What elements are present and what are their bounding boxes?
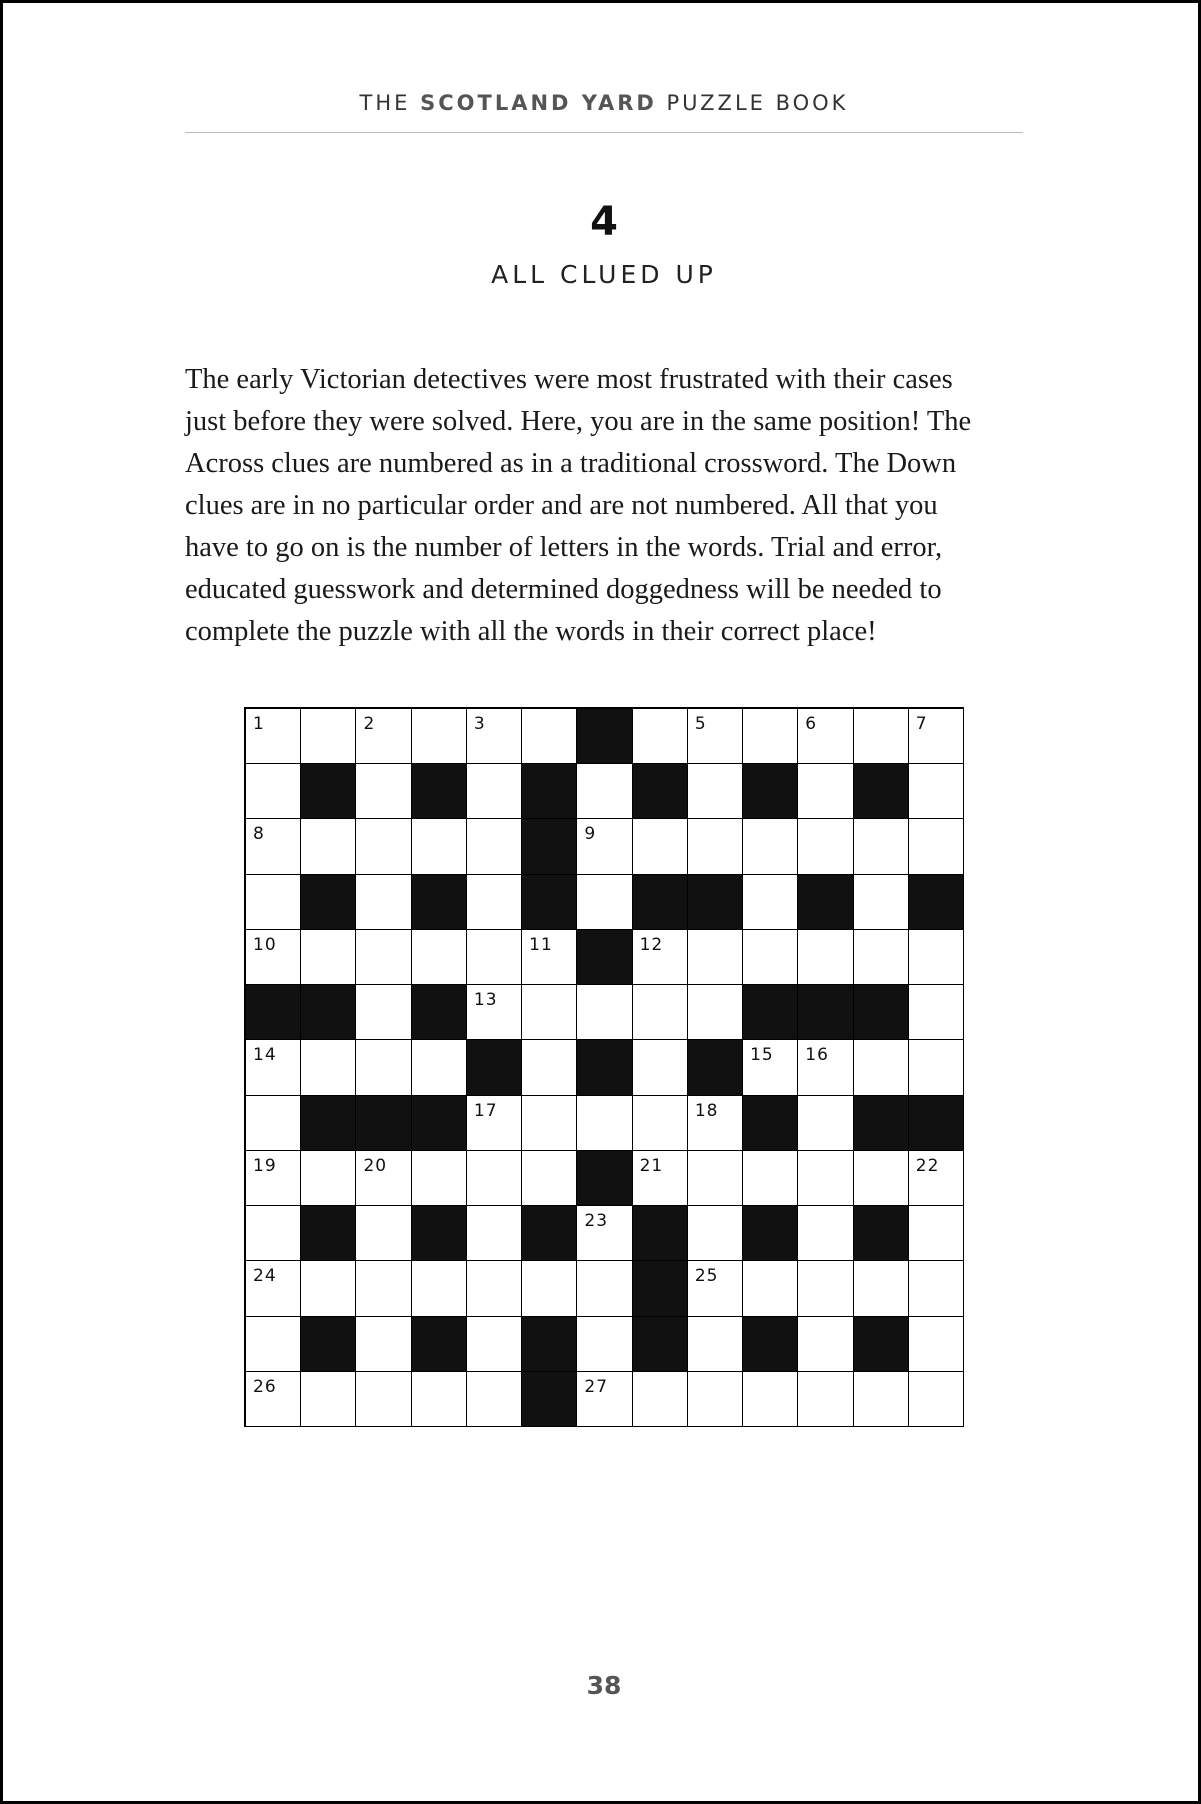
grid-cell[interactable] bbox=[798, 930, 853, 985]
grid-cell[interactable] bbox=[854, 1261, 909, 1316]
grid-block bbox=[522, 1372, 577, 1427]
intro-line: educated guesswork and determined doggedness will be needed to bbox=[185, 574, 942, 605]
grid-block bbox=[412, 985, 467, 1040]
grid-block bbox=[633, 764, 688, 819]
grid-cell[interactable] bbox=[909, 1040, 964, 1095]
clue-number: 27 bbox=[584, 1376, 609, 1397]
grid-cell[interactable] bbox=[467, 1261, 522, 1316]
grid-cell[interactable] bbox=[743, 819, 798, 874]
grid-cell[interactable] bbox=[633, 819, 688, 874]
grid-block bbox=[467, 1040, 522, 1095]
grid-block bbox=[577, 709, 632, 764]
grid-block bbox=[633, 1206, 688, 1261]
clue-number: 20 bbox=[363, 1155, 388, 1176]
grid-cell[interactable] bbox=[356, 1040, 411, 1095]
grid-cell[interactable] bbox=[633, 1040, 688, 1095]
grid-cell[interactable] bbox=[246, 709, 301, 764]
clue-number: 10 bbox=[253, 934, 277, 955]
grid-cell[interactable] bbox=[301, 930, 356, 985]
grid-cell[interactable] bbox=[356, 930, 411, 985]
grid-cell[interactable] bbox=[522, 985, 577, 1040]
grid-cell[interactable] bbox=[412, 930, 467, 985]
puzzle-title: ALL CLUED UP bbox=[491, 260, 717, 289]
grid-cell[interactable] bbox=[854, 709, 909, 764]
grid-cell[interactable] bbox=[356, 1372, 411, 1427]
grid-cell[interactable] bbox=[467, 985, 522, 1040]
grid-block bbox=[633, 1261, 688, 1316]
grid-cell[interactable] bbox=[412, 1040, 467, 1095]
grid-cell[interactable] bbox=[356, 985, 411, 1040]
grid-cell[interactable] bbox=[246, 1317, 301, 1372]
grid-cell[interactable] bbox=[522, 1040, 577, 1095]
clue-number: 5 bbox=[694, 714, 707, 734]
grid-block bbox=[522, 1206, 577, 1261]
running-head-post: PUZZLE BOOK bbox=[656, 91, 849, 115]
grid-cell[interactable] bbox=[743, 709, 798, 764]
grid-cell[interactable] bbox=[798, 1317, 853, 1372]
grid-block bbox=[301, 875, 356, 930]
page-number: 38 bbox=[586, 1671, 622, 1700]
grid-block bbox=[301, 1317, 356, 1372]
grid-cell[interactable] bbox=[356, 819, 411, 874]
grid-block bbox=[798, 875, 853, 930]
intro-line: Across clues are numbered as in a traditional crossword. The Down bbox=[185, 448, 957, 479]
grid-block bbox=[301, 1206, 356, 1261]
grid-cell[interactable] bbox=[798, 1040, 853, 1095]
running-head-pre: THE bbox=[359, 91, 421, 115]
crossword-grid bbox=[244, 707, 964, 1427]
grid-cell[interactable] bbox=[467, 1096, 522, 1151]
intro-line: clues are in no particular order and are not numbered. All that you bbox=[185, 490, 938, 521]
grid-block bbox=[854, 1317, 909, 1372]
grid-cell[interactable] bbox=[577, 875, 632, 930]
grid-cell[interactable] bbox=[412, 1151, 467, 1206]
clue-number: 7 bbox=[915, 714, 928, 734]
grid-cell[interactable] bbox=[854, 1372, 909, 1427]
grid-cell[interactable] bbox=[909, 1372, 964, 1427]
grid-cell[interactable] bbox=[246, 1096, 301, 1151]
grid-cell[interactable] bbox=[301, 1261, 356, 1316]
grid-cell[interactable] bbox=[798, 819, 853, 874]
grid-cell[interactable] bbox=[909, 764, 964, 819]
grid-cell[interactable] bbox=[356, 1206, 411, 1261]
grid-cell[interactable] bbox=[688, 1372, 743, 1427]
clue-number: 19 bbox=[253, 1155, 277, 1176]
grid-cell[interactable] bbox=[301, 1040, 356, 1095]
grid-cell[interactable] bbox=[854, 819, 909, 874]
grid-cell[interactable] bbox=[743, 875, 798, 930]
grid-cell[interactable] bbox=[688, 1317, 743, 1372]
grid-cell[interactable] bbox=[688, 985, 743, 1040]
grid-cell[interactable] bbox=[854, 1040, 909, 1095]
grid-cell[interactable] bbox=[246, 1151, 301, 1206]
intro-line: have to go on is the number of letters in the words. Trial and error, bbox=[185, 532, 943, 563]
grid-cell[interactable] bbox=[854, 1151, 909, 1206]
grid-block bbox=[412, 1096, 467, 1151]
grid-cell[interactable] bbox=[522, 1096, 577, 1151]
clue-number: 1 bbox=[253, 714, 265, 734]
grid-block bbox=[743, 985, 798, 1040]
grid-block bbox=[743, 1317, 798, 1372]
grid-block bbox=[854, 985, 909, 1040]
clue-number: 9 bbox=[584, 824, 597, 845]
clue-number: 23 bbox=[584, 1211, 609, 1232]
grid-cell[interactable] bbox=[688, 709, 743, 764]
clue-number: 16 bbox=[805, 1045, 829, 1066]
intro-line: complete the puzzle with all the words in their correct place! bbox=[185, 616, 877, 647]
grid-block bbox=[522, 819, 577, 874]
grid-cell[interactable] bbox=[743, 930, 798, 985]
grid-cell[interactable] bbox=[798, 709, 853, 764]
header-rule bbox=[185, 132, 1023, 133]
clue-number: 22 bbox=[915, 1155, 940, 1176]
grid-block bbox=[854, 1096, 909, 1151]
grid-cell[interactable] bbox=[467, 1206, 522, 1261]
grid-cell[interactable] bbox=[688, 1096, 743, 1151]
grid-cell[interactable] bbox=[688, 1206, 743, 1261]
grid-cell[interactable] bbox=[633, 985, 688, 1040]
clue-number: 24 bbox=[253, 1266, 277, 1287]
grid-cell[interactable] bbox=[909, 930, 964, 985]
grid-cell[interactable] bbox=[909, 1151, 964, 1206]
grid-cell[interactable] bbox=[301, 819, 356, 874]
grid-cell[interactable] bbox=[633, 1151, 688, 1206]
running-head bbox=[185, 91, 1023, 115]
grid-cell[interactable] bbox=[467, 1151, 522, 1206]
grid-cell[interactable] bbox=[688, 1151, 743, 1206]
grid-cell[interactable] bbox=[743, 1151, 798, 1206]
clue-number: 26 bbox=[253, 1376, 277, 1397]
grid-block bbox=[412, 764, 467, 819]
grid-block bbox=[909, 1096, 964, 1151]
clue-number: 18 bbox=[694, 1100, 719, 1121]
grid-block bbox=[522, 875, 577, 930]
clue-number: 11 bbox=[529, 934, 553, 955]
grid-block bbox=[356, 1096, 411, 1151]
grid-block bbox=[577, 1040, 632, 1095]
grid-cell[interactable] bbox=[412, 1261, 467, 1316]
grid-cell[interactable] bbox=[412, 709, 467, 764]
grid-cell[interactable] bbox=[467, 875, 522, 930]
grid-cell[interactable] bbox=[467, 1372, 522, 1427]
grid-cell[interactable] bbox=[633, 709, 688, 764]
grid-block bbox=[854, 764, 909, 819]
grid-cell[interactable] bbox=[246, 1372, 301, 1427]
grid-block bbox=[743, 764, 798, 819]
grid-cell[interactable] bbox=[246, 1261, 301, 1316]
grid-cell[interactable] bbox=[798, 1151, 853, 1206]
grid-cell[interactable] bbox=[688, 1261, 743, 1316]
grid-cell[interactable] bbox=[301, 1372, 356, 1427]
grid-block bbox=[246, 985, 301, 1040]
grid-cell[interactable] bbox=[467, 709, 522, 764]
clue-number: 15 bbox=[750, 1045, 774, 1066]
clue-number: 2 bbox=[363, 714, 376, 734]
intro-paragraph bbox=[185, 359, 1027, 653]
grid-cell[interactable] bbox=[633, 930, 688, 985]
grid-block bbox=[412, 1206, 467, 1261]
grid-cell[interactable] bbox=[577, 1261, 632, 1316]
grid-cell[interactable] bbox=[246, 930, 301, 985]
grid-cell[interactable] bbox=[798, 1372, 853, 1427]
grid-cell[interactable] bbox=[522, 1261, 577, 1316]
clue-number: 25 bbox=[694, 1266, 719, 1287]
puzzle-number: 4 bbox=[590, 199, 618, 245]
grid-cell[interactable] bbox=[743, 1372, 798, 1427]
grid-block bbox=[412, 875, 467, 930]
clue-number: 17 bbox=[473, 1100, 498, 1121]
clue-number: 13 bbox=[473, 990, 498, 1011]
grid-cell[interactable] bbox=[577, 1096, 632, 1151]
clue-number: 12 bbox=[639, 934, 664, 955]
grid-cell[interactable] bbox=[743, 1040, 798, 1095]
grid-cell[interactable] bbox=[246, 1206, 301, 1261]
grid-cell[interactable] bbox=[356, 1317, 411, 1372]
grid-block bbox=[301, 1096, 356, 1151]
grid-block bbox=[577, 930, 632, 985]
grid-block bbox=[688, 875, 743, 930]
grid-cell[interactable] bbox=[246, 764, 301, 819]
grid-cell[interactable] bbox=[909, 985, 964, 1040]
grid-cell[interactable] bbox=[633, 1096, 688, 1151]
grid-block bbox=[743, 1096, 798, 1151]
grid-block bbox=[577, 1151, 632, 1206]
grid-cell[interactable] bbox=[854, 930, 909, 985]
grid-cell[interactable] bbox=[798, 1261, 853, 1316]
grid-cell[interactable] bbox=[467, 764, 522, 819]
grid-cell[interactable] bbox=[246, 1040, 301, 1095]
grid-cell[interactable] bbox=[412, 1372, 467, 1427]
grid-block bbox=[522, 1317, 577, 1372]
grid-block bbox=[909, 875, 964, 930]
grid-cell[interactable] bbox=[743, 1261, 798, 1316]
grid-cell[interactable] bbox=[412, 819, 467, 874]
grid-cell[interactable] bbox=[301, 1151, 356, 1206]
grid-cell[interactable] bbox=[577, 1372, 632, 1427]
grid-cell[interactable] bbox=[798, 1096, 853, 1151]
grid-cell[interactable] bbox=[909, 819, 964, 874]
grid-cell[interactable] bbox=[577, 1206, 632, 1261]
clue-number: 3 bbox=[473, 714, 486, 734]
grid-block bbox=[688, 1040, 743, 1095]
clue-number: 8 bbox=[253, 824, 265, 845]
running-head-bold: SCOTLAND YARD bbox=[420, 91, 657, 115]
grid-cell[interactable] bbox=[577, 819, 632, 874]
grid-block bbox=[301, 985, 356, 1040]
grid-cell[interactable] bbox=[522, 709, 577, 764]
grid-cell[interactable] bbox=[688, 930, 743, 985]
grid-cell[interactable] bbox=[356, 1151, 411, 1206]
clue-number: 21 bbox=[639, 1155, 664, 1176]
grid-cell[interactable] bbox=[909, 1261, 964, 1316]
grid-block bbox=[522, 764, 577, 819]
grid-cell[interactable] bbox=[246, 875, 301, 930]
grid-cell[interactable] bbox=[467, 1317, 522, 1372]
grid-cell[interactable] bbox=[688, 819, 743, 874]
grid-cell[interactable] bbox=[909, 709, 964, 764]
grid-cell[interactable] bbox=[577, 1317, 632, 1372]
grid-cell[interactable] bbox=[356, 875, 411, 930]
grid-cell[interactable] bbox=[467, 930, 522, 985]
grid-cell[interactable] bbox=[854, 875, 909, 930]
grid-block bbox=[633, 1317, 688, 1372]
grid-block bbox=[743, 1206, 798, 1261]
grid-cell[interactable] bbox=[356, 709, 411, 764]
grid-cell[interactable] bbox=[577, 764, 632, 819]
grid-cell[interactable] bbox=[301, 709, 356, 764]
grid-cell[interactable] bbox=[356, 764, 411, 819]
intro-line: just before they were solved. Here, you are in the same position! The bbox=[185, 406, 972, 437]
grid-cell[interactable] bbox=[633, 1372, 688, 1427]
grid-cell[interactable] bbox=[522, 1151, 577, 1206]
grid-block bbox=[633, 875, 688, 930]
grid-cell[interactable] bbox=[246, 819, 301, 874]
grid-cell[interactable] bbox=[798, 1206, 853, 1261]
grid-block bbox=[412, 1317, 467, 1372]
grid-cell[interactable] bbox=[522, 930, 577, 985]
grid-cell[interactable] bbox=[909, 1206, 964, 1261]
grid-cell[interactable] bbox=[467, 819, 522, 874]
grid-block bbox=[301, 764, 356, 819]
grid-cell[interactable] bbox=[798, 764, 853, 819]
grid-cell[interactable] bbox=[688, 764, 743, 819]
grid-cell[interactable] bbox=[577, 985, 632, 1040]
grid-cell[interactable] bbox=[909, 1317, 964, 1372]
grid-block bbox=[854, 1206, 909, 1261]
intro-line: The early Victorian detectives were most frustrated with their cases bbox=[185, 364, 953, 395]
clue-number: 6 bbox=[805, 714, 818, 734]
grid-block bbox=[798, 985, 853, 1040]
grid-cell[interactable] bbox=[356, 1261, 411, 1316]
clue-number: 14 bbox=[253, 1045, 277, 1066]
